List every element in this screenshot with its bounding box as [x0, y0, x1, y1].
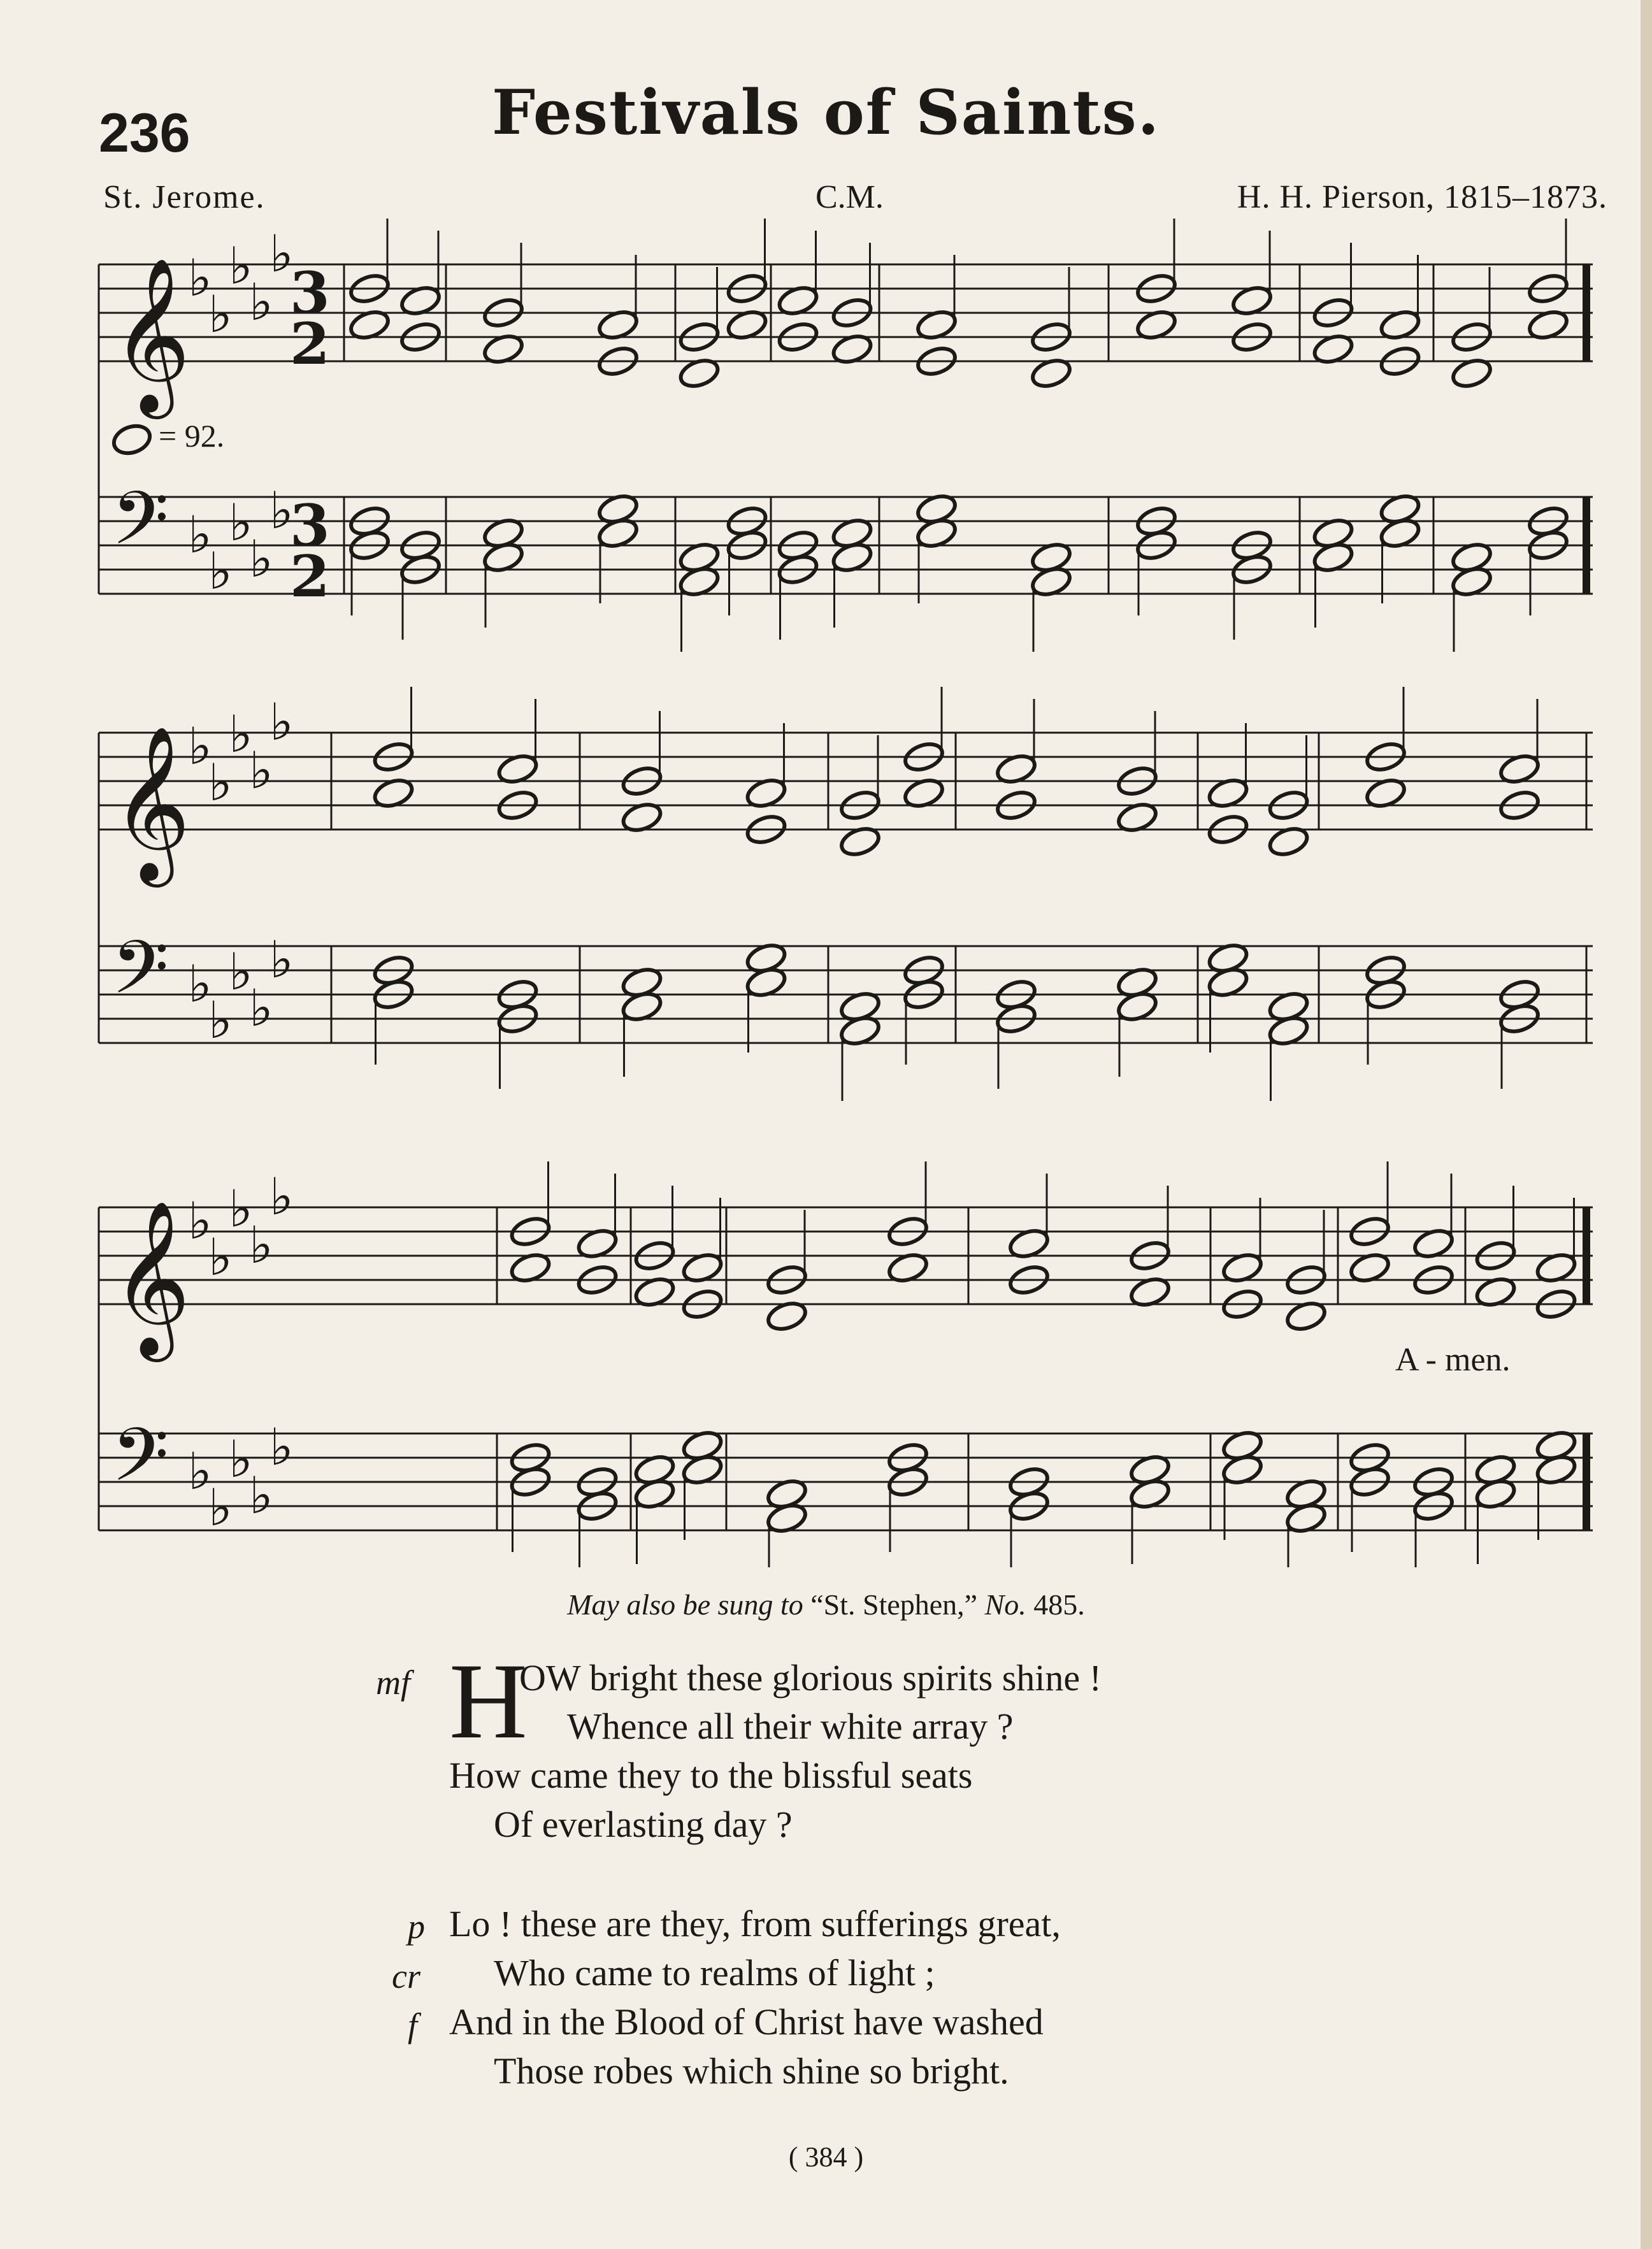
flat-icon: ♭: [188, 248, 212, 308]
hymn-line: Lo ! these are they, from sufferings great,: [449, 1903, 1061, 1944]
flat-icon: ♭: [269, 481, 294, 540]
flat-icon: ♭: [208, 1228, 233, 1287]
hymn-line: Who came to realms of light ;: [494, 1952, 935, 1994]
flat-icon: ♭: [229, 1430, 253, 1489]
composer: H. H. Pierson, 1815–1873.: [1237, 179, 1607, 215]
flat-icon: ♭: [229, 942, 253, 1002]
flat-icon: ♭: [249, 1466, 273, 1525]
alt-number: 485.: [1033, 1588, 1085, 1621]
tune-name: St. Jerome.: [103, 179, 266, 215]
flat-icon: ♭: [208, 1478, 233, 1537]
hymn-line: OW bright these glorious spirits shine !: [519, 1657, 1102, 1699]
flat-icon: ♭: [269, 224, 294, 284]
flat-icon: ♭: [229, 236, 253, 296]
flat-icon: ♭: [269, 930, 294, 989]
flat-icon: ♭: [269, 1418, 294, 1477]
time-signature-top: 3: [290, 259, 330, 327]
flat-icon: ♭: [208, 285, 233, 344]
treble-clef-icon: 𝄞: [111, 256, 191, 412]
flat-icon: ♭: [229, 1179, 253, 1239]
bass-clef-icon: 𝄢: [111, 476, 169, 580]
flat-icon: ♭: [188, 1442, 212, 1501]
hymn-line: Of everlasting day ?: [494, 1804, 793, 1845]
flat-icon: ♭: [208, 991, 233, 1050]
alt-tune: “St. Stephen,”: [810, 1588, 978, 1621]
time-signature-bottom: 2: [290, 310, 330, 378]
flat-icon: ♭: [188, 717, 212, 776]
page-footer: ( 384 ): [788, 2141, 864, 2173]
drop-cap: H: [449, 1641, 528, 1761]
alt-prefix: May also be sung to: [567, 1588, 803, 1621]
flat-icon: ♭: [229, 705, 253, 764]
flat-icon: ♭: [188, 1191, 212, 1251]
flat-icon: ♭: [249, 1216, 273, 1275]
dynamic-mark: cr: [392, 1957, 420, 1995]
treble-clef-icon: 𝄞: [111, 1199, 191, 1355]
bass-clef-icon: 𝄢: [111, 925, 169, 1029]
flat-icon: ♭: [249, 529, 273, 589]
alt-number-prefix: No.: [984, 1588, 1026, 1621]
dynamic-mark: p: [408, 1908, 425, 1946]
flat-icon: ♭: [249, 741, 273, 800]
alternative-tune-note: [0, 1588, 1652, 1621]
time-signature-bottom: 2: [290, 543, 330, 610]
flat-icon: ♭: [188, 954, 212, 1014]
flat-icon: ♭: [269, 693, 294, 752]
bass-clef-icon: 𝄢: [111, 1412, 169, 1516]
hymn-line: Whence all their white array ?: [567, 1706, 1014, 1747]
treble-clef-icon: 𝄞: [111, 724, 191, 880]
flat-icon: ♭: [249, 273, 273, 332]
dynamic-mark: f: [408, 2006, 418, 2044]
flat-icon: ♭: [229, 493, 253, 552]
meter: C.M.: [815, 179, 884, 215]
flat-icon: ♭: [208, 753, 233, 812]
section-title: Festivals of Saints.: [491, 76, 1161, 148]
flat-icon: ♭: [269, 1167, 294, 1226]
flat-icon: ♭: [249, 979, 273, 1038]
flat-icon: ♭: [208, 542, 233, 601]
page-number: 236: [99, 103, 190, 164]
dynamic-mark: mf: [376, 1663, 410, 1702]
flat-icon: ♭: [188, 505, 212, 564]
tempo-value: = 92.: [159, 418, 225, 454]
amen-text: A - men.: [1395, 1342, 1511, 1378]
hymn-line: How came they to the blissful seats: [449, 1755, 973, 1796]
hymn-line: And in the Blood of Christ have washed: [449, 2001, 1044, 2043]
time-signature-top: 3: [290, 492, 330, 559]
hymn-line: Those robes which shine so bright.: [494, 2050, 1009, 2092]
